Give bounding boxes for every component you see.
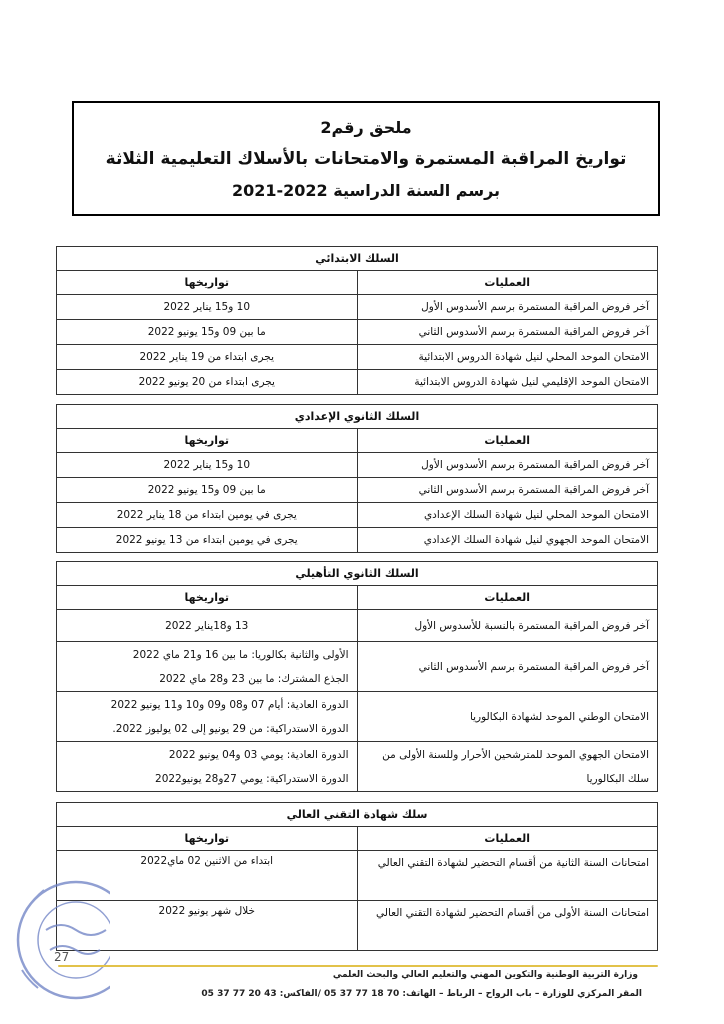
column-header-operations: العمليات [357, 429, 658, 453]
table-row [57, 610, 658, 642]
operation-cell: الامتحان الموحد المحلي لنيل شهادة الدروس الابتدائية [357, 345, 658, 370]
date-line: الدورة العادية: أيام 07 و08 و09 و10 و11 يونيو 2022 [110, 698, 349, 711]
operation-cell: امتحانات السنة الثانية من أقسام التحضير لشهادة التقني العالي [357, 851, 658, 901]
date-line: الجذع المشترك: ما بين 23 و28 ماي 2022 [159, 672, 349, 685]
footer-divider [58, 965, 658, 967]
operation-cell: الامتحان الموحد المحلي لنيل شهادة السلك الإعدادي [357, 503, 658, 528]
date-cell: ابتداء من الاثنين 02 ماي2022 [57, 851, 358, 901]
operation-cell: امتحانات السنة الأولى من أقسام التحضير لشهادة التقني العالي [357, 901, 658, 951]
table-row [57, 742, 658, 792]
table-primary [56, 246, 658, 395]
operation-cell: الامتحان الموحد الإقليمي لنيل شهادة الدروس الابتدائية [357, 370, 658, 395]
operation-cell: آخر فروض المراقبة المستمرة برسم الأسدوس الأول [357, 295, 658, 320]
section-title: السلك الابتدائي [57, 247, 658, 271]
column-header-dates: تواريخها [57, 827, 358, 851]
date-cell: 13 و18يناير 2022 [57, 610, 358, 642]
annex-label: ملحق رقم2 [320, 117, 412, 137]
date-line: الأولى والثانية بكالوريا: ما بين 16 و21 ماي 2022 [132, 648, 349, 661]
date-cell [57, 642, 358, 692]
table-middle-school [56, 404, 658, 553]
table-row [57, 851, 658, 901]
date-cell: 10 و15 يناير 2022 [57, 453, 358, 478]
date-cell: 10 و15 يناير 2022 [57, 295, 358, 320]
title-box [72, 101, 660, 216]
date-cell [57, 742, 358, 792]
official-stamp-icon [6, 870, 110, 1000]
column-header-operations: العمليات [357, 271, 658, 295]
operation-cell: الامتحان الجهوي الموحد للمترشحين الأحرار وللسنة الأولى من سلك البكالوريا [357, 742, 658, 792]
operation-cell: آخر فروض المراقبة المستمرة برسم الأسدوس الأول [357, 453, 658, 478]
document-title: تواريخ المراقبة المستمرة والامتحانات بالأسلاك التعليمية الثلاثة [105, 148, 627, 169]
table-row [57, 901, 658, 951]
footer-address: المقر المركزي للوزارة – باب الرواح – الرباط – الهاتف: 70 18 77 37 05 /الفاكس: 43 20 77 37 05 [201, 989, 642, 999]
table-row [57, 320, 658, 345]
date-cell: خلال شهر يونيو 2022 [57, 901, 358, 951]
section-title: سلك شهادة التقني العالي [57, 803, 658, 827]
table-row [57, 370, 658, 395]
operation-cell: آخر فروض المراقبة المستمرة برسم الأسدوس الثاني [357, 642, 658, 692]
date-cell: يجرى ابتداء من 20 يونيو 2022 [57, 370, 358, 395]
section-title: السلك الثانوي التأهيلي [57, 562, 658, 586]
school-year: برسم السنة الدراسية 2022-2021 [231, 180, 501, 200]
column-header-operations: العمليات [357, 827, 658, 851]
table-row [57, 295, 658, 320]
table-row [57, 528, 658, 553]
column-header-operations: العمليات [357, 586, 658, 610]
date-line: الدورة العادية: يومي 03 و04 يونيو 2022 [168, 748, 349, 761]
date-cell: ما بين 09 و15 يونيو 2022 [57, 320, 358, 345]
operation-cell: الامتحان الوطني الموحد لشهادة البكالوريا [357, 692, 658, 742]
column-header-dates: تواريخها [57, 586, 358, 610]
date-cell [57, 692, 358, 742]
table-higher-technician [56, 802, 658, 951]
column-header-dates: تواريخها [57, 429, 358, 453]
date-line: الدورة الاستدراكية: يومي 27و28 يونيو2022 [155, 772, 349, 785]
date-cell: يجرى في يومين ابتداء من 18 يناير 2022 [57, 503, 358, 528]
table-row [57, 478, 658, 503]
column-header-dates: تواريخها [57, 271, 358, 295]
date-cell: ما بين 09 و15 يونيو 2022 [57, 478, 358, 503]
operation-cell: الامتحان الموحد الجهوي لنيل شهادة السلك الإعدادي [357, 528, 658, 553]
operation-cell: آخر فروض المراقبة المستمرة برسم الأسدوس الثاني [357, 320, 658, 345]
table-high-school [56, 561, 658, 792]
operation-cell: آخر فروض المراقبة المستمرة بالنسبة للأسدوس الأول [357, 610, 658, 642]
date-cell: يجرى ابتداء من 19 يناير 2022 [57, 345, 358, 370]
table-row [57, 345, 658, 370]
operation-cell: آخر فروض المراقبة المستمرة برسم الأسدوس الثاني [357, 478, 658, 503]
section-title: السلك الثانوي الإعدادي [57, 405, 658, 429]
date-line: الدورة الاستدراكية: من 29 يونيو إلى 02 يوليوز 2022. [112, 722, 349, 735]
table-row [57, 453, 658, 478]
page-number: 27 [54, 950, 70, 964]
table-row [57, 503, 658, 528]
table-row [57, 642, 658, 692]
footer-ministry: وزارة التربية الوطنية والتكوين المهني والتعليم العالي والبحث العلمي [332, 970, 638, 980]
table-row [57, 692, 658, 742]
date-cell: يجرى في يومين ابتداء من 13 يونيو 2022 [57, 528, 358, 553]
